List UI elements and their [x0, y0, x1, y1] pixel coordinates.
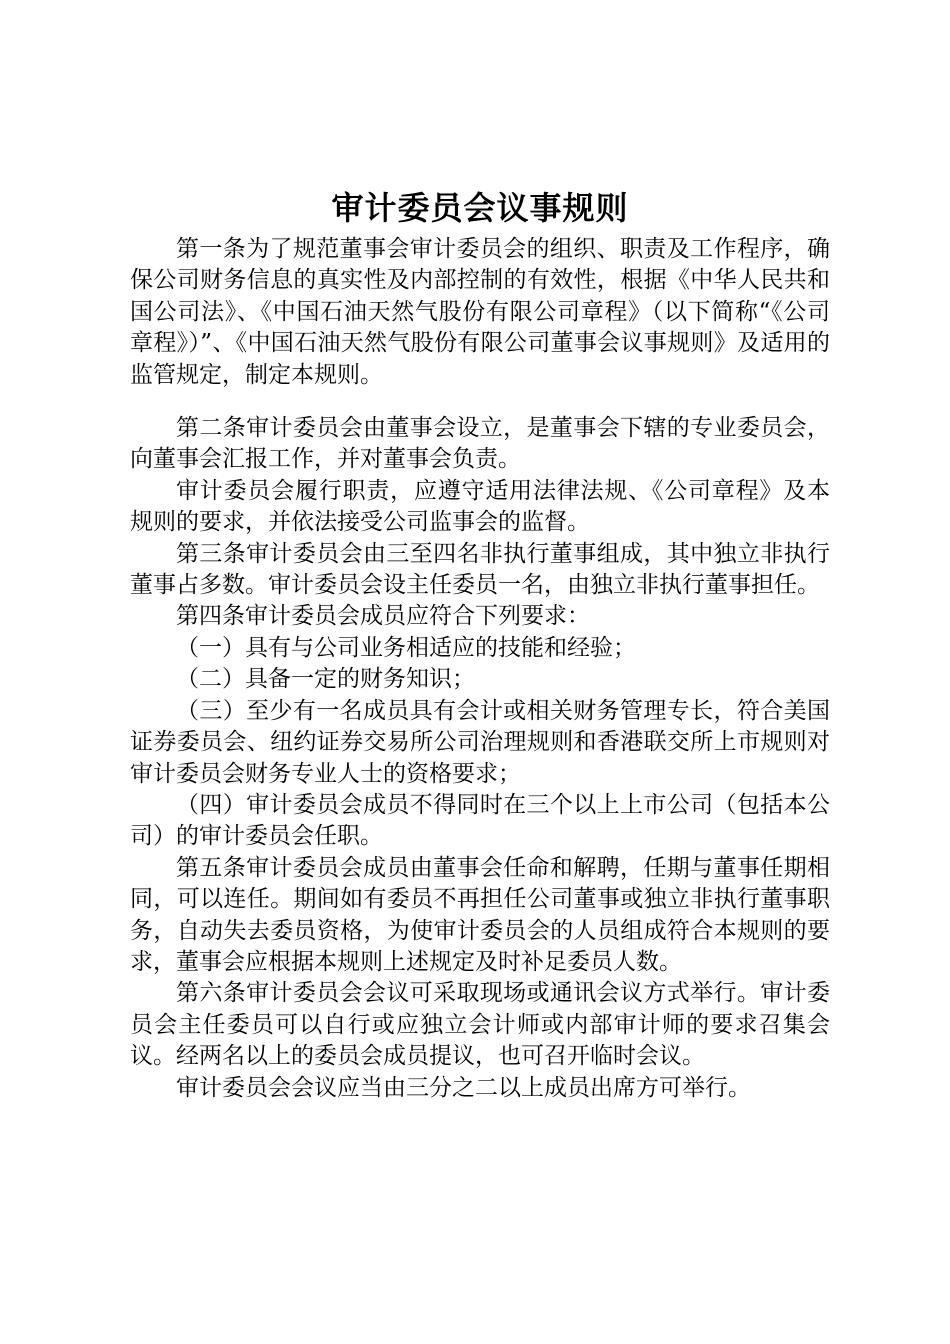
- article-3-paragraph: 第三条审计委员会由三至四名非执行董事组成，其中独立非执行董事占多数。审计委员会设主任委员一名，由独立非执行董事担任。: [130, 540, 830, 599]
- article-4-paragraph: 第四条审计委员会成员应符合下列要求：: [176, 603, 590, 630]
- article-4-item-2: （二）具备一定的财务知识；: [176, 666, 475, 693]
- article-4-item-3: （三）至少有一名成员具有会计或相关财务管理专长，符合美国证券委员会、纽约证券交易所公司治理规则和香港联交所上市规则对审计委员会财务专业人士的资格要求；: [130, 697, 830, 787]
- article-4-item-4: （四）审计委员会成员不得同时在三个以上上市公司（包括本公司）的审计委员会任职。: [130, 791, 830, 850]
- document-page: [130, 186, 830, 1104]
- article-2-paragraph: 第二条审计委员会由董事会设立，是董事会下辖的专业委员会，向董事会汇报工作，并对董事会负责。: [130, 415, 830, 473]
- article-4-item-1: （一）具有与公司业务相适应的技能和经验；: [176, 634, 636, 661]
- meeting-quorum-paragraph: 审计委员会会议应当由三分之二以上成员出席方可举行。: [176, 1074, 751, 1101]
- article-2-duties-paragraph: 审计委员会履行职责，应遵守适用法律法规、《公司章程》及本规则的要求，并依法接受公司监事会的监督。: [130, 477, 830, 536]
- article-5-paragraph: 第五条审计委员会成员由董事会任命和解聘，任期与董事任期相同，可以连任。期间如有委员不再担任公司董事或独立非执行董事职务，自动失去委员资格，为使审计委员会的人员组成符合本规则的要求，董事会应根据本规则上述规定及时补足委员人数。: [130, 854, 830, 975]
- document-title: 审计委员会议事规则: [331, 189, 629, 227]
- article-1-paragraph: 第一条为了规范董事会审计委员会的组织、职责及工作程序，确保公司财务信息的真实性及内部控制的有效性，根据《中华人民共和国公司法》、《中国石油天然气股份有限公司章程》（以下简称“《公司章程》）”、《中国石油天然气股份有限公司董事会议事规则》及适用的监管规定，制定本规则。: [130, 236, 830, 388]
- article-6-paragraph: 第六条审计委员会会议可采取现场或通讯会议方式举行。审计委员会主任委员可以自行或应独立会计师或内部审计师的要求召集会议。经两名以上的委员会成员提议，也可召开临时会议。: [130, 980, 830, 1070]
